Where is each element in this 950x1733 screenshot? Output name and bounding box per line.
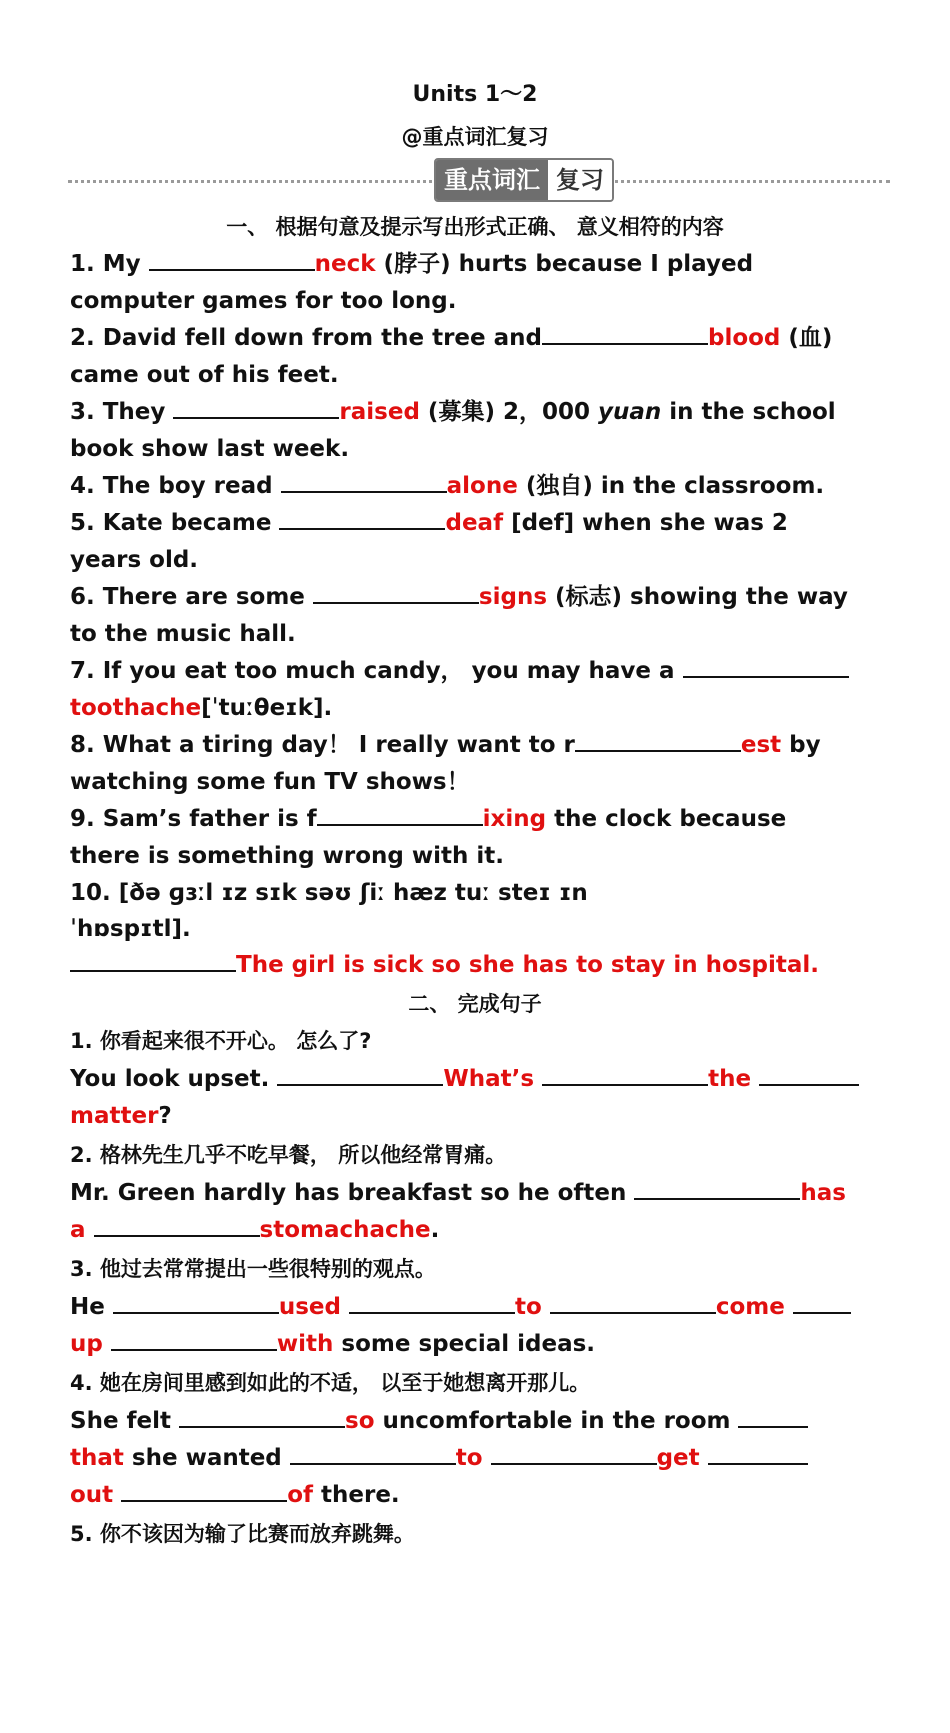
answer-blank [111,1327,277,1351]
question-text: 9. Sam’s father is f [70,806,317,832]
answer-blank [683,654,849,678]
answer-blank [149,247,315,271]
answer-blank [281,469,447,493]
sentence-3 [70,1289,880,1363]
question-text: [ˈtuːθeɪk]. [201,695,333,721]
answer-blank [290,1441,456,1465]
sentence-text: some special ideas. [333,1331,596,1357]
sentence-2-chinese: 2. 格林先生几乎不吃早餐， 所以他经常胃痛。 [70,1143,507,1167]
question-9 [70,801,880,875]
sentence-4 [70,1403,880,1514]
answer: to [515,1294,542,1320]
banner-left-label: 重点词汇 [436,160,548,200]
answer: the [708,1066,752,1092]
question-text: 7. If you eat too much candy， you may have a [70,658,683,684]
question-text: (独自) in the classroom. [517,473,825,499]
question-text: came out of his feet. [70,362,339,388]
sentence-2 [70,1175,880,1249]
sentence-text: You look upset. [70,1066,278,1092]
answer: The girl is sick so she has to stay in hospital. [236,952,820,978]
question-text: [def] when she was 2 [503,510,788,536]
question-text: by [781,732,821,758]
phonetic-text: 10. [ðə ɡɜːl ɪz sɪk səʊ ʃiː hæz tuː steɪ ɪn [70,880,588,906]
question-text: (标志) showing the way [547,584,848,610]
answer-blank [70,948,236,972]
question-4 [70,468,880,505]
answer-blank [279,506,445,530]
answer-blank [491,1441,657,1465]
answer: alone [446,473,518,499]
answer-blank [277,1062,443,1086]
sentence-text: . [430,1217,440,1243]
question-text: to the music hall. [70,621,296,647]
question-1 [70,246,880,320]
answer-blank [349,1290,515,1314]
answer: used [278,1294,341,1320]
worksheet-page [70,80,880,1554]
banner-right-label: 复习 [548,160,612,200]
sentence-1 [70,1061,880,1135]
answer: a [70,1217,86,1243]
answer: get [656,1445,700,1471]
answer-blank [550,1290,716,1314]
answer-blank [542,1062,708,1086]
answer-blank [738,1404,808,1428]
sentence-1-chinese: 1. 你看起来很不开心。 怎么了? [70,1029,372,1053]
question-text: 4. The boy read [70,473,281,499]
page-subtitle: @重点词汇复习 [401,125,549,149]
question-text: (募集) 2，000 [419,399,598,425]
answer: stomachache [259,1217,431,1243]
answer: out [70,1482,114,1508]
answer: matter [70,1103,159,1129]
answer: deaf [445,510,504,536]
question-text: years old. [70,547,199,573]
answer: signs [478,584,548,610]
answer-blank [575,728,741,752]
question-text: 5. Kate became [70,510,280,536]
question-text: in the school [661,399,836,425]
sentence-5-chinese: 5. 你不该因为输了比赛而放弃跳舞。 [70,1522,415,1546]
italic-word: yuan [597,399,662,425]
question-text: 8. What a tiring day！ I really want to r [70,732,575,758]
answer-blank [708,1441,808,1465]
question-text: (脖子) hurts because I played [375,251,754,277]
answer: toothache [70,695,202,721]
answer: that [70,1445,124,1471]
page-title: Units 1～2 [412,82,538,107]
answer-blank [317,802,483,826]
answer-blank [634,1176,800,1200]
answer: of [287,1482,313,1508]
question-text: there is something wrong with it. [70,843,505,869]
question-text: 6. There are some [70,584,313,610]
question-2 [70,320,880,394]
answer: so [345,1408,375,1434]
question-text: computer games for too long. [70,288,457,314]
sentence-text: she wanted [123,1445,290,1471]
question-text: 2. David fell down from the tree and [70,325,542,351]
part2-heading: 二、 完成句子 [408,992,542,1016]
answer-blank [94,1213,260,1237]
answer: to [455,1445,483,1471]
sentence-text: He [70,1294,113,1320]
answer-blank [759,1062,859,1086]
question-text: book show last week. [70,436,350,462]
answer-blank [793,1290,851,1314]
question-7 [70,653,880,727]
question-text: watching some fun TV shows！ [70,769,470,795]
section-banner [434,158,614,202]
sentence-text: ? [158,1103,172,1129]
answer: est [740,732,782,758]
answer: up [70,1331,103,1357]
answer: neck [314,251,376,277]
question-text: (血) [780,325,833,351]
part1-heading: 一、 根据句意及提示写出形式正确、 意义相符的内容 [226,215,724,239]
answer: raised [339,399,420,425]
answer: come [715,1294,785,1320]
answer: with [276,1331,334,1357]
answer: blood [707,325,781,351]
answer: ixing [482,806,547,832]
section-banner-row [70,158,880,206]
answer-blank [121,1478,287,1502]
question-10 [70,875,880,983]
sentence-text: She felt [70,1408,180,1434]
phonetic-text: ˈhɒspɪtl]. [70,916,191,942]
answer: has [800,1180,846,1206]
answer-blank [113,1290,279,1314]
question-8 [70,727,880,801]
answer-blank [173,395,339,419]
answer: What’s [443,1066,535,1092]
sentence-text: there. [313,1482,400,1508]
answer-blank [179,1404,345,1428]
question-text: 1. My [70,251,149,277]
question-5 [70,505,880,579]
sentence-text: Mr. Green hardly has breakfast so he often [70,1180,635,1206]
question-3 [70,394,880,468]
sentence-text: uncomfortable in the room [374,1408,739,1434]
answer-blank [542,321,708,345]
answer-blank [313,580,479,604]
question-6 [70,579,880,653]
sentence-3-chinese: 3. 他过去常常提出一些很特别的观点。 [70,1257,436,1281]
sentence-4-chinese: 4. 她在房间里感到如此的不适， 以至于她想离开那儿。 [70,1371,591,1395]
question-text: 3. They [70,399,174,425]
question-text: the clock because [546,806,787,832]
